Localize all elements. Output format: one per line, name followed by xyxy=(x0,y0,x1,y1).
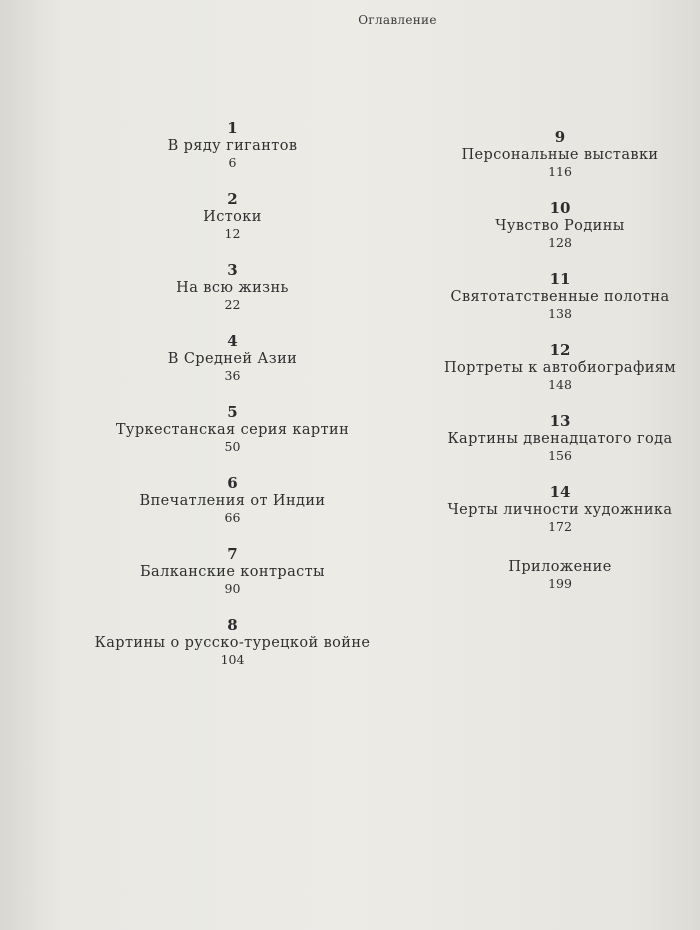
chapter-page: 138 xyxy=(548,306,572,321)
chapter-page: 6 xyxy=(228,155,237,170)
chapter-title: В ряду гигантов xyxy=(167,138,298,154)
toc-entry xyxy=(420,341,700,412)
appendix-title: Приложение xyxy=(508,559,612,575)
chapter-page: 66 xyxy=(224,510,241,525)
chapter-page: 36 xyxy=(224,368,241,383)
chapter-page: 22 xyxy=(224,297,241,312)
chapter-title: Портреты к автобиографиям xyxy=(443,360,677,376)
chapter-title: Персональные выставки xyxy=(461,147,659,163)
toc-right-column xyxy=(420,128,700,625)
chapter-title: Картины двенадцатого года xyxy=(447,431,673,447)
toc-entry xyxy=(40,332,425,403)
chapter-title: Туркестанская серия картин xyxy=(115,422,350,438)
chapter-number: 14 xyxy=(549,483,571,501)
toc-entry xyxy=(40,616,425,687)
chapter-page: 104 xyxy=(220,652,245,667)
toc-entry xyxy=(40,261,425,332)
toc-entry xyxy=(40,119,425,190)
toc-entry xyxy=(40,190,425,261)
chapter-number: 9 xyxy=(554,128,566,146)
toc-entry xyxy=(420,412,700,483)
chapter-title: Истоки xyxy=(203,209,262,225)
chapter-number: 7 xyxy=(227,545,238,563)
chapter-number: 12 xyxy=(549,341,571,359)
chapter-page: 116 xyxy=(548,164,572,179)
chapter-title: Балканские контрасты xyxy=(139,564,325,580)
chapter-title: Чувство Родины xyxy=(495,218,625,234)
chapter-number: 8 xyxy=(227,616,238,634)
chapter-number: 2 xyxy=(227,190,238,208)
chapter-number: 13 xyxy=(549,412,571,430)
toc-entry xyxy=(40,545,425,616)
appendix-page: 199 xyxy=(548,576,572,591)
chapter-title: В Средней Азии xyxy=(167,351,298,367)
toc-entry xyxy=(40,403,425,474)
chapter-number: 1 xyxy=(227,119,238,137)
chapter-number: 4 xyxy=(227,332,238,350)
toc-entry xyxy=(40,474,425,545)
chapter-page: 156 xyxy=(548,448,572,463)
chapter-title: Святотатственные полотна xyxy=(450,289,670,305)
chapter-number: 11 xyxy=(549,270,571,288)
toc-entry xyxy=(420,483,700,554)
chapter-page: 128 xyxy=(548,235,572,250)
chapter-number: 10 xyxy=(549,199,571,217)
page-title: Оглавление xyxy=(358,13,437,27)
chapter-page: 90 xyxy=(224,581,241,596)
chapter-title: На всю жизнь xyxy=(176,280,289,296)
chapter-title: Картины о русско-турецкой войне xyxy=(94,635,371,651)
chapter-page: 148 xyxy=(548,377,572,392)
toc-entry xyxy=(420,128,700,199)
chapter-page: 50 xyxy=(224,439,241,454)
toc-entry xyxy=(420,270,700,341)
chapter-title: Впечатления от Индии xyxy=(139,493,326,509)
chapter-page: 172 xyxy=(548,519,572,534)
chapter-number: 3 xyxy=(227,261,238,279)
toc-entry xyxy=(420,199,700,270)
chapter-number: 5 xyxy=(227,403,238,421)
chapter-title: Черты личности художника xyxy=(447,502,673,518)
chapter-number: 6 xyxy=(227,474,238,492)
toc-appendix-entry xyxy=(420,554,700,625)
chapter-page: 12 xyxy=(224,226,241,241)
toc-left-column xyxy=(40,119,425,687)
